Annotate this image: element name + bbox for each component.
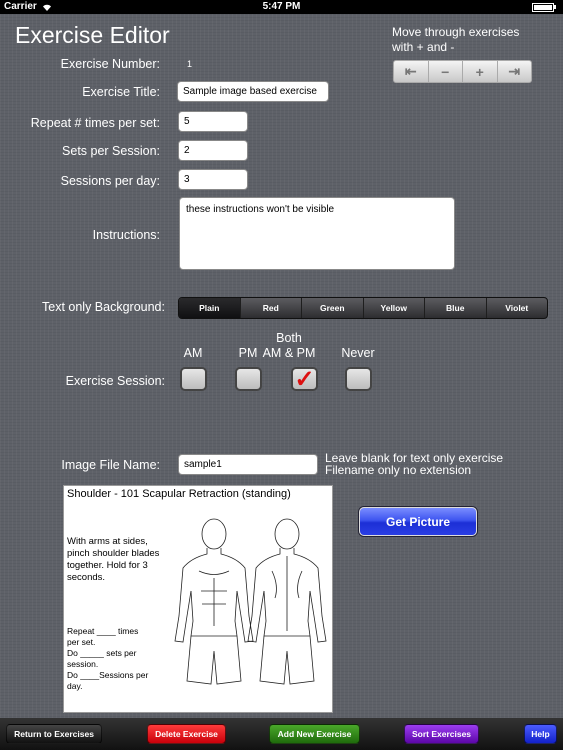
- session-both-checkbox[interactable]: [291, 367, 318, 391]
- background-option-green[interactable]: Green: [302, 298, 364, 318]
- nav-hint: Move through exercises with + and -: [392, 25, 520, 54]
- background-option-plain[interactable]: Plain: [179, 298, 241, 318]
- image-hint-extension: Filename only no extension: [325, 463, 472, 477]
- image-file-input[interactable]: sample1: [178, 454, 318, 475]
- image-file-label: Image File Name:: [61, 458, 160, 472]
- bottom-toolbar: [0, 718, 563, 750]
- get-picture-button[interactable]: Get Picture: [359, 507, 477, 536]
- session-pm-label: PM: [238, 346, 258, 360]
- help-button[interactable]: Help: [524, 724, 557, 744]
- status-time: 5:47 PM: [262, 1, 301, 12]
- first-exercise-button[interactable]: ⇤: [394, 61, 429, 82]
- return-to-exercises-button[interactable]: Return to Exercises: [6, 724, 102, 744]
- background-option-red[interactable]: Red: [241, 298, 303, 318]
- next-exercise-button[interactable]: +: [463, 61, 498, 82]
- session-am-label: AM: [183, 346, 203, 360]
- background-option-blue[interactable]: Blue: [425, 298, 487, 318]
- background-segmented-control: [178, 297, 548, 319]
- sessions-label: Sessions per day:: [60, 174, 160, 188]
- body-diagram-icon: [169, 516, 329, 706]
- sets-label: Sets per Session:: [62, 144, 160, 158]
- preview-instructions: With arms at sides, pinch shoulder blades together. Hold for 3 seconds.: [67, 536, 160, 583]
- image-hint-blank: Leave blank for text only exercise: [325, 451, 504, 465]
- exercise-title-label: Exercise Title:: [82, 85, 160, 99]
- delete-exercise-button[interactable]: Delete Exercise: [147, 724, 226, 744]
- exercise-number-label: Exercise Number:: [60, 57, 160, 71]
- status-bar: [0, 0, 563, 14]
- previous-exercise-button[interactable]: −: [429, 61, 464, 82]
- exercise-image-preview: [63, 485, 333, 713]
- page-title: Exercise Editor: [15, 22, 170, 48]
- exercise-title-input[interactable]: Sample image based exercise: [177, 81, 329, 102]
- preview-repeat-text: Repeat ____ times per set. Do _____ sets per session. Do ____Sessions per day.: [67, 626, 149, 691]
- preview-title: Shoulder - 101 Scapular Retraction (standing): [67, 488, 291, 500]
- exercise-number-value: 1: [187, 59, 193, 69]
- exercise-nav-control: [393, 60, 532, 83]
- checkmark-icon: ✓: [294, 366, 315, 393]
- sort-exercises-button[interactable]: Sort Exercises: [404, 724, 479, 744]
- exercise-session-label: Exercise Session:: [65, 374, 165, 388]
- background-option-violet[interactable]: Violet: [505, 303, 529, 313]
- session-never-checkbox[interactable]: [345, 367, 372, 391]
- session-am-checkbox[interactable]: [180, 367, 207, 391]
- battery-icon: [532, 3, 554, 12]
- sets-input[interactable]: 2: [178, 140, 248, 161]
- last-exercise-button[interactable]: ⇥: [508, 63, 521, 79]
- add-new-exercise-button[interactable]: Add New Exercise: [269, 724, 360, 744]
- instructions-label: Instructions:: [92, 228, 160, 242]
- battery-tip: [554, 5, 556, 9]
- session-pm-checkbox[interactable]: [235, 367, 262, 391]
- repeat-input[interactable]: 5: [178, 111, 248, 132]
- repeat-label: Repeat # times per set:: [30, 116, 160, 130]
- session-never-label: Never: [341, 346, 375, 360]
- session-both-label: Both AM & PM: [262, 331, 316, 360]
- sessions-input[interactable]: 3: [178, 169, 248, 190]
- background-label: Text only Background:: [42, 300, 165, 314]
- instructions-textarea[interactable]: these instructions won't be visible: [179, 197, 455, 270]
- carrier-label: Carrier: [4, 1, 37, 12]
- background-option-yellow[interactable]: Yellow: [364, 298, 426, 318]
